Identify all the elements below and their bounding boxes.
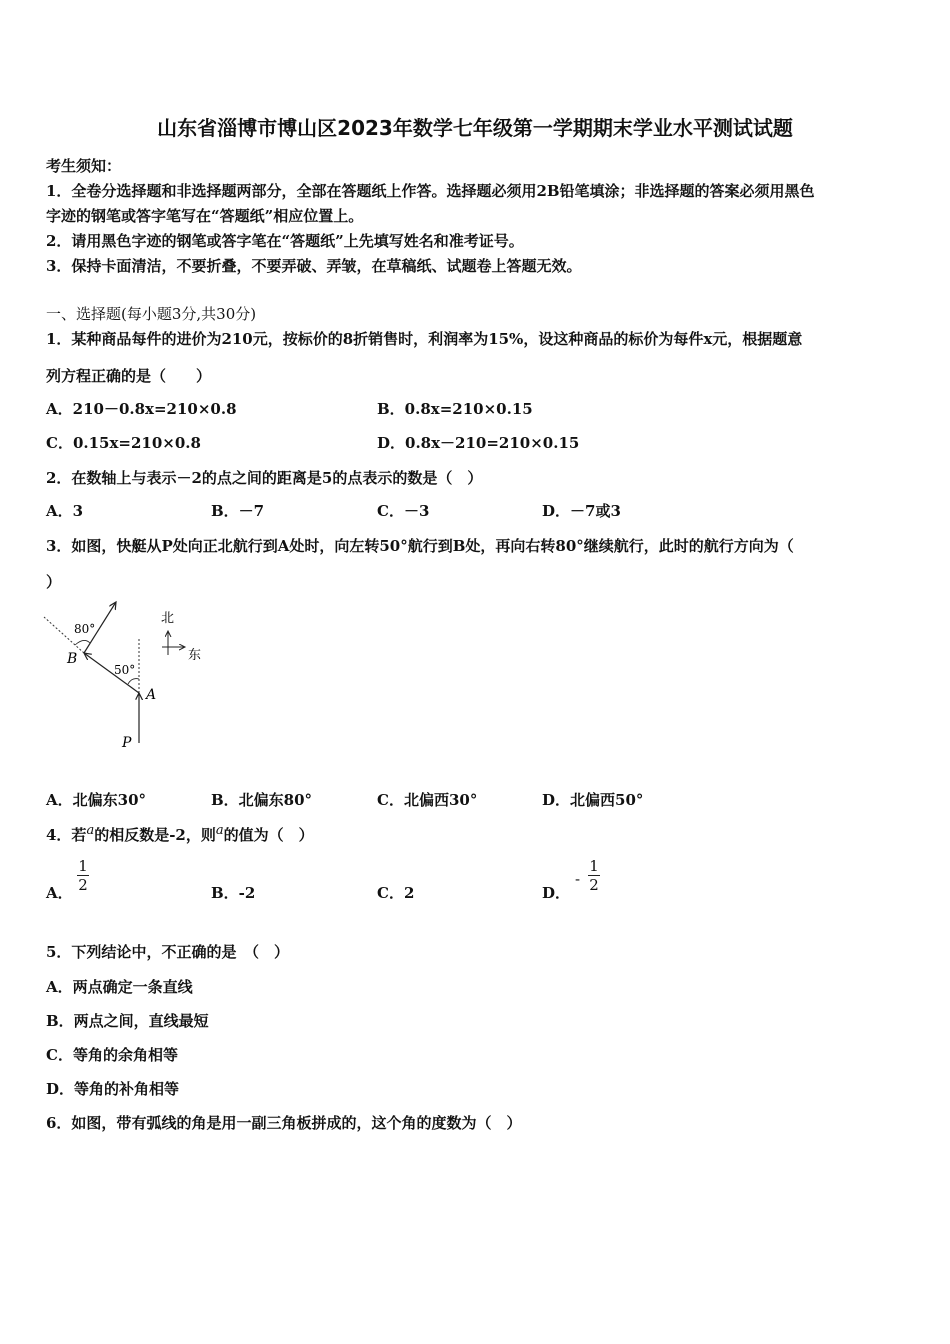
q1-stem-line1: 1．某种商品每件的进价为210元，按标价的8折销售时，利润率为15%，设这种商品的标价为每件x元，根据题意 bbox=[46, 330, 803, 348]
q4-stem bbox=[46, 823, 314, 845]
q3-stem-line2: ） bbox=[46, 573, 62, 591]
q4-var-a-2: a bbox=[215, 823, 224, 838]
notice-line-1a: 1．全卷分选择题和非选择题两部分，全部在答题纸上作答。选择题必须用2B铅笔填涂；非选择题的答案必须用黑色 bbox=[46, 182, 815, 200]
q5-stem: 5．下列结论中，不正确的是 （ ） bbox=[46, 943, 289, 961]
q4-option-c: C．2 bbox=[377, 884, 415, 902]
notice-line-1b: 字迹的钢笔或答字笔写在“答题纸”相应位置上。 bbox=[46, 207, 364, 225]
q4-option-d-sign: - bbox=[575, 870, 581, 888]
q4-option-d-numerator: 1 bbox=[589, 857, 599, 875]
angle-arc-80 bbox=[75, 640, 90, 645]
point-label-a: A bbox=[146, 687, 157, 703]
q4-option-b: B．-2 bbox=[211, 884, 256, 902]
q4-option-d-label: D． bbox=[542, 884, 571, 902]
q4-option-a-fraction bbox=[75, 857, 91, 894]
notice-line-3: 3．保持卡面清洁，不要折叠，不要弄破、弄皱，在草稿纸、试题卷上答题无效。 bbox=[46, 257, 582, 275]
q4-stem-pre: 4．若 bbox=[46, 826, 87, 844]
point-label-p: P bbox=[122, 735, 132, 751]
q2-option-d: D．－7或3 bbox=[542, 502, 621, 520]
q1-option-d: D．0.8x－210=210×0.15 bbox=[377, 434, 580, 452]
angle-arc-50 bbox=[128, 679, 139, 684]
compass-east-label: 东 bbox=[188, 648, 202, 663]
q4-stem-mid: 的相反数是-2，则 bbox=[94, 826, 216, 844]
q3-option-a: A．北偏东30° bbox=[46, 791, 147, 809]
q6-stem: 6．如图，带有弧线的角是用一副三角板拼成的，这个角的度数为（ ） bbox=[46, 1114, 522, 1132]
q4-option-a-denominator: 2 bbox=[78, 876, 88, 894]
q4-var-a-1: a bbox=[86, 823, 95, 838]
q5-option-c: C．等角的余角相等 bbox=[46, 1046, 178, 1064]
q2-option-a: A．3 bbox=[46, 502, 84, 520]
q4-option-d-fraction bbox=[586, 857, 602, 894]
page-title: 山东省淄博市博山区2023年数学七年级第一学期期末学业水平测试试题 bbox=[157, 116, 793, 140]
q4-option-a-label: A． bbox=[46, 884, 73, 902]
q4-option-a-numerator: 1 bbox=[78, 857, 88, 875]
q3-option-d: D．北偏西50° bbox=[542, 791, 644, 809]
q1-stem-line2: 列方程正确的是（ ） bbox=[46, 367, 212, 385]
angle-label-50: 50° bbox=[114, 663, 136, 677]
point-label-b: B bbox=[67, 651, 78, 667]
q2-option-b: B．－7 bbox=[211, 502, 265, 520]
q1-option-c: C．0.15x=210×0.8 bbox=[46, 434, 201, 452]
section-heading: 一、选择题(每小题3分,共30分) bbox=[46, 305, 257, 323]
q2-option-c: C．－3 bbox=[377, 502, 430, 520]
q1-option-a: A．210－0.8x=210×0.8 bbox=[46, 400, 237, 418]
q3-navigation-figure bbox=[40, 595, 220, 760]
notice-heading: 考生须知： bbox=[46, 157, 122, 175]
notice-line-2: 2．请用黑色字迹的钢笔或答字笔在“答题纸”上先填写姓名和准考证号。 bbox=[46, 232, 524, 250]
compass-north-label: 北 bbox=[161, 611, 175, 626]
q4-option-d-denominator: 2 bbox=[589, 876, 599, 894]
q5-option-a: A．两点确定一条直线 bbox=[46, 978, 193, 996]
q1-option-b: B．0.8x=210×0.15 bbox=[377, 400, 533, 418]
q3-option-c: C．北偏西30° bbox=[377, 791, 478, 809]
q2-stem: 2．在数轴上与表示－2的点之间的距离是5的点表示的数是（ ） bbox=[46, 469, 483, 487]
angle-label-80: 80° bbox=[74, 622, 96, 636]
q5-option-b: B．两点之间，直线最短 bbox=[46, 1012, 209, 1030]
q5-option-d: D．等角的补角相等 bbox=[46, 1080, 180, 1098]
q3-stem-line1: 3．如图，快艇从P处向正北航行到A处时，向左转50°航行到B处，再向右转80°继续航行，此时的航行方向为（ bbox=[46, 537, 794, 555]
q4-stem-post: 的值为（ ） bbox=[223, 826, 314, 844]
q3-option-b: B．北偏东80° bbox=[211, 791, 313, 809]
